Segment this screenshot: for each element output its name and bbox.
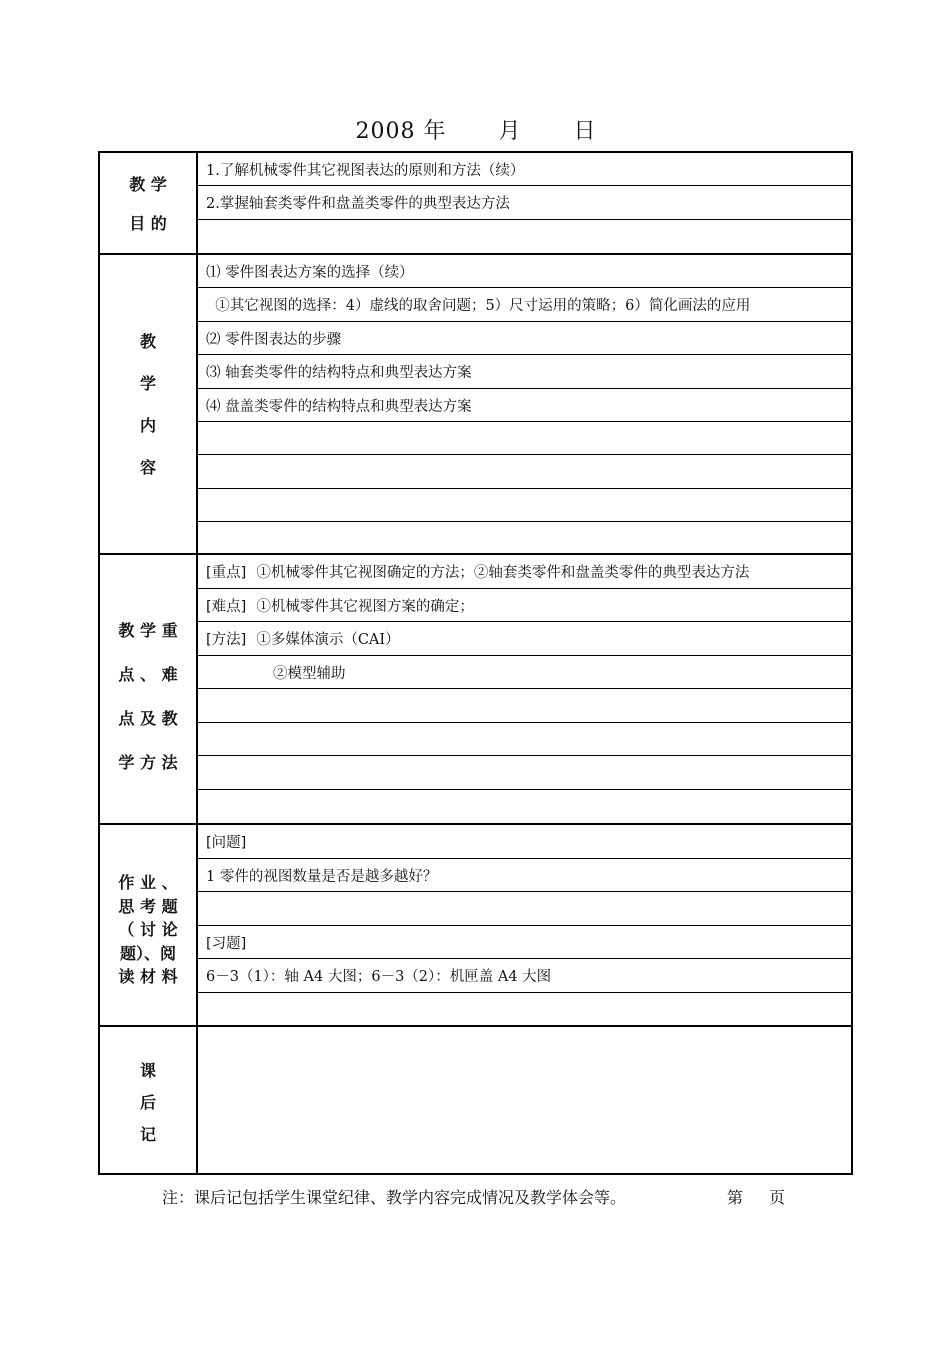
difficulty-tag: [难点] — [206, 598, 247, 615]
footer-note: 注：课后记包括学生课堂纪律、教学内容完成情况及教学体会等。 — [162, 1188, 627, 1207]
content-row[interactable]: ⑴ 零件图表达方案的选择（续） — [198, 255, 851, 288]
keypoint-row[interactable] — [198, 555, 851, 589]
label-line: 作 业 、 — [118, 873, 178, 892]
content-row[interactable] — [198, 489, 851, 522]
label-goals — [100, 153, 198, 253]
key-text: ①机械零件其它视图确定的方法；②轴套类零件和盘盖类零件的典型表达方法 — [256, 565, 750, 581]
method-text: ②模型辅助 — [273, 665, 346, 682]
label-keypoints — [100, 555, 198, 823]
label-line: 读 材 料 — [118, 967, 178, 986]
label-line: 学 方 法 — [118, 753, 178, 772]
label-line: 题）、阅 — [119, 943, 176, 963]
section-homework — [100, 825, 851, 1027]
label-line: 后 — [139, 1093, 156, 1112]
exercise-row[interactable]: 6－3（1）：轴 A4 大图；6－3（2）：机匣盖 A4 大图 — [198, 959, 851, 993]
question-row[interactable]: 1 零件的视图数量是否是越多越好？ — [198, 859, 851, 892]
label-line: 学 — [139, 374, 156, 393]
label-line: 点 、 难 — [118, 665, 178, 684]
notes-area[interactable] — [198, 1027, 851, 1173]
method-text: ①多媒体演示（CAI） — [256, 632, 400, 648]
label-line: 教 学 — [129, 175, 167, 194]
label-content — [100, 255, 198, 553]
label-line: 目 的 — [129, 214, 167, 233]
method-row[interactable] — [198, 656, 851, 689]
page-ye: 页 — [769, 1188, 786, 1207]
section-keypoints — [100, 555, 851, 825]
blank-row[interactable] — [198, 723, 851, 756]
blank-row[interactable] — [198, 689, 851, 723]
section-content — [100, 255, 851, 555]
page-di: 第 — [727, 1188, 744, 1207]
label-homework — [100, 825, 198, 1025]
content-row[interactable]: ⑶ 轴套类零件的结构特点和典型表达方案 — [198, 355, 851, 389]
label-line: 内 — [139, 416, 156, 435]
label-line: 点 及 教 — [118, 709, 178, 728]
section-notes — [100, 1027, 851, 1173]
content-row[interactable]: ⑷ 盘盖类零件的结构特点和典型表达方案 — [198, 389, 851, 422]
lesson-plan-table — [98, 151, 853, 1175]
blank-row[interactable] — [198, 756, 851, 790]
label-line: 教 — [139, 332, 156, 351]
year-unit: 年 — [423, 119, 447, 144]
content-row[interactable]: ⑵ 零件图表达的步骤 — [198, 322, 851, 355]
label-line: （ 讨 论 — [118, 920, 178, 939]
label-line: 教 学 重 — [118, 621, 178, 640]
exercise-heading[interactable]: [习题] — [198, 926, 851, 959]
content-row[interactable] — [198, 422, 851, 455]
method-row[interactable] — [198, 622, 851, 656]
month-unit: 月 — [498, 119, 522, 144]
goal-row[interactable]: 2.掌握轴套类零件和盘盖类零件的典型表达方法 — [198, 186, 851, 220]
question-heading[interactable]: [问题] — [198, 825, 851, 859]
difficulty-text: ①机械零件其它视图方案的确定； — [256, 598, 474, 615]
day-unit: 日 — [573, 119, 597, 144]
year: 2008 — [355, 119, 416, 144]
key-tag: [重点] — [206, 565, 247, 581]
content-row[interactable] — [198, 455, 851, 489]
label-line: 容 — [139, 458, 156, 477]
label-notes — [100, 1027, 198, 1173]
blank-row[interactable] — [198, 790, 851, 823]
label-line: 记 — [139, 1125, 156, 1144]
method-tag: [方法] — [206, 632, 247, 648]
content-row[interactable] — [198, 522, 851, 553]
difficulty-row[interactable] — [198, 589, 851, 622]
page-title — [0, 114, 952, 145]
blank-row[interactable] — [198, 892, 851, 926]
page-number — [727, 1185, 785, 1208]
blank-row[interactable] — [198, 993, 851, 1025]
goal-row[interactable]: 1.了解机械零件其它视图表达的原则和方法（续） — [198, 153, 851, 186]
content-row[interactable]: ①其它视图的选择：4）虚线的取舍问题；5）尺寸运用的策略；6）简化画法的应用 — [198, 288, 851, 322]
label-line: 课 — [139, 1061, 156, 1080]
label-line: 思 考 题 — [118, 896, 178, 916]
goal-row[interactable] — [198, 220, 851, 253]
section-goals — [100, 153, 851, 255]
